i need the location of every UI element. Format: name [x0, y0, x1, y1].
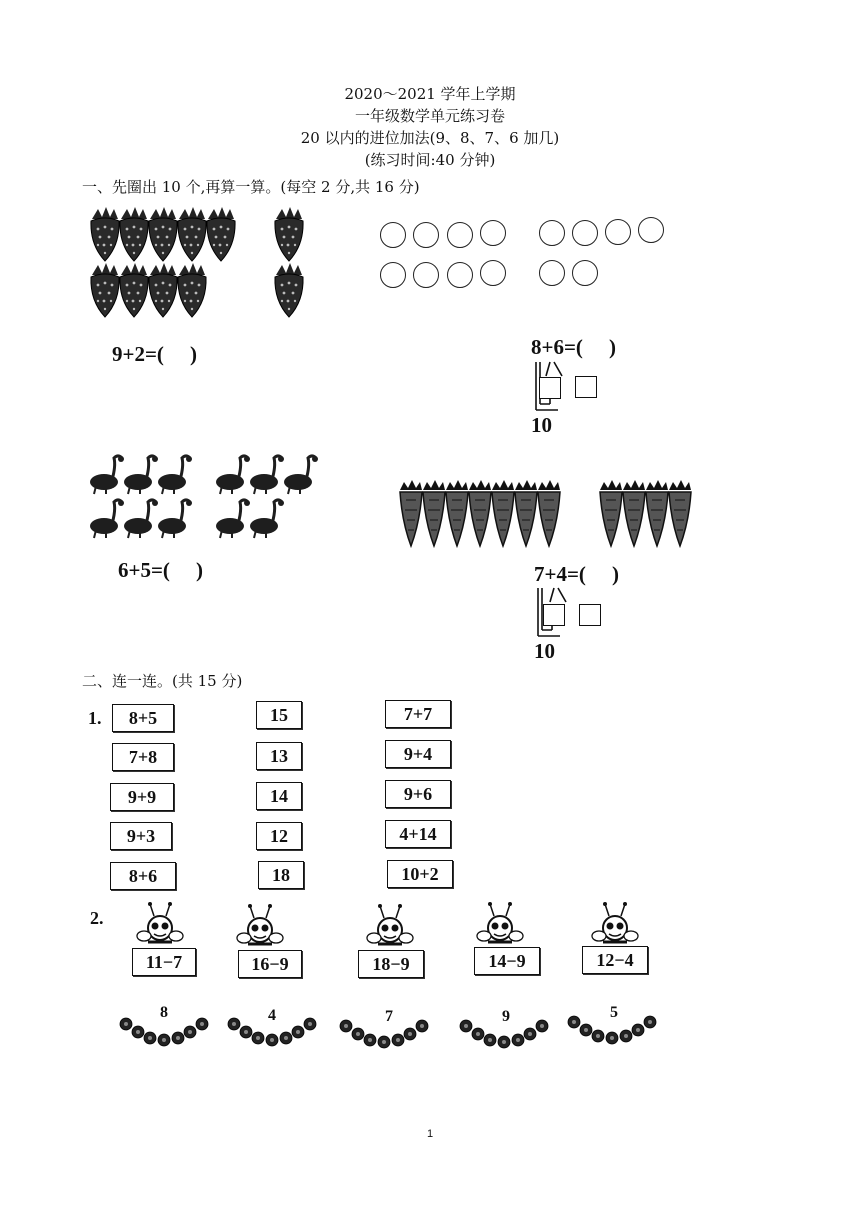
part2-marker: 2. [90, 908, 104, 928]
match-left-1[interactable]: 8+5 [112, 704, 174, 732]
page-number: 1 [426, 1128, 434, 1140]
match-right-3[interactable]: 9+6 [385, 780, 451, 808]
ostrich-group [88, 448, 328, 543]
split-box-right[interactable] [575, 376, 597, 398]
header-year: 2020～2021 学年上学期 [344, 85, 516, 103]
strawberry-group [88, 205, 318, 315]
header-title: 一年级数学单元练习卷 [354, 107, 505, 125]
match-left-4[interactable]: 9+3 [110, 822, 172, 850]
bee-card-5[interactable]: 12−4 [582, 946, 648, 974]
match-mid-3[interactable]: 14 [256, 782, 302, 810]
header-time: (练习时间:40 分钟) [364, 151, 496, 169]
bee-card-4[interactable]: 14−9 [474, 947, 540, 975]
match-right-1[interactable]: 7+7 [385, 700, 451, 728]
match-right-5[interactable]: 10+2 [387, 860, 453, 888]
match-mid-4[interactable]: 12 [256, 822, 302, 850]
ten-label: 10 [534, 639, 555, 663]
bee-card-1[interactable]: 11−7 [132, 948, 196, 976]
equation-6-plus-5[interactable] [118, 558, 203, 583]
flower-number-3: 7 [385, 1008, 393, 1025]
ten-label: 10 [531, 413, 552, 437]
equation-close: ) [608, 335, 616, 359]
bee-card-2[interactable]: 16−9 [238, 950, 302, 978]
section1-heading: 一、先圈出 10 个,再算一算。(每空 2 分,共 16 分) [82, 178, 420, 196]
match-mid-1[interactable]: 15 [256, 701, 302, 729]
flower-number-4: 9 [502, 1008, 510, 1025]
equation-text: 7+4=( [534, 562, 586, 586]
match-left-5[interactable]: 8+6 [110, 862, 176, 890]
match-left-3[interactable]: 9+9 [110, 783, 174, 811]
split-box-left[interactable] [543, 604, 565, 626]
flower-number-1: 8 [160, 1004, 168, 1021]
equation-close: ) [189, 342, 197, 366]
equation-text: 6+5=( [118, 558, 170, 582]
flower-number-5: 5 [610, 1004, 618, 1021]
equation-close: ) [611, 562, 619, 586]
equation-8-plus-6[interactable] [531, 335, 616, 360]
split-box-right[interactable] [579, 604, 601, 626]
match-mid-5[interactable]: 18 [258, 861, 304, 889]
carrot-group [396, 478, 696, 550]
equation-text: 9+2=( [112, 342, 164, 366]
bee-group [130, 898, 670, 948]
section2-heading: 二、连一连。(共 15 分) [82, 672, 243, 690]
split-box-left[interactable] [539, 377, 561, 399]
equation-text: 8+6=( [531, 335, 583, 359]
header-topic: 20 以内的进位加法(9、8、7、6 加几) [300, 129, 560, 147]
bee-card-3[interactable]: 18−9 [358, 950, 424, 978]
equation-close: ) [195, 558, 203, 582]
flower-garlands [118, 1010, 678, 1060]
match-mid-2[interactable]: 13 [256, 742, 302, 770]
match-right-4[interactable]: 4+14 [385, 820, 451, 848]
part1-marker: 1. [88, 708, 102, 728]
match-left-2[interactable]: 7+8 [112, 743, 174, 771]
match-right-2[interactable]: 9+4 [385, 740, 451, 768]
equation-9-plus-2[interactable] [112, 342, 197, 367]
flower-number-2: 4 [268, 1007, 276, 1024]
